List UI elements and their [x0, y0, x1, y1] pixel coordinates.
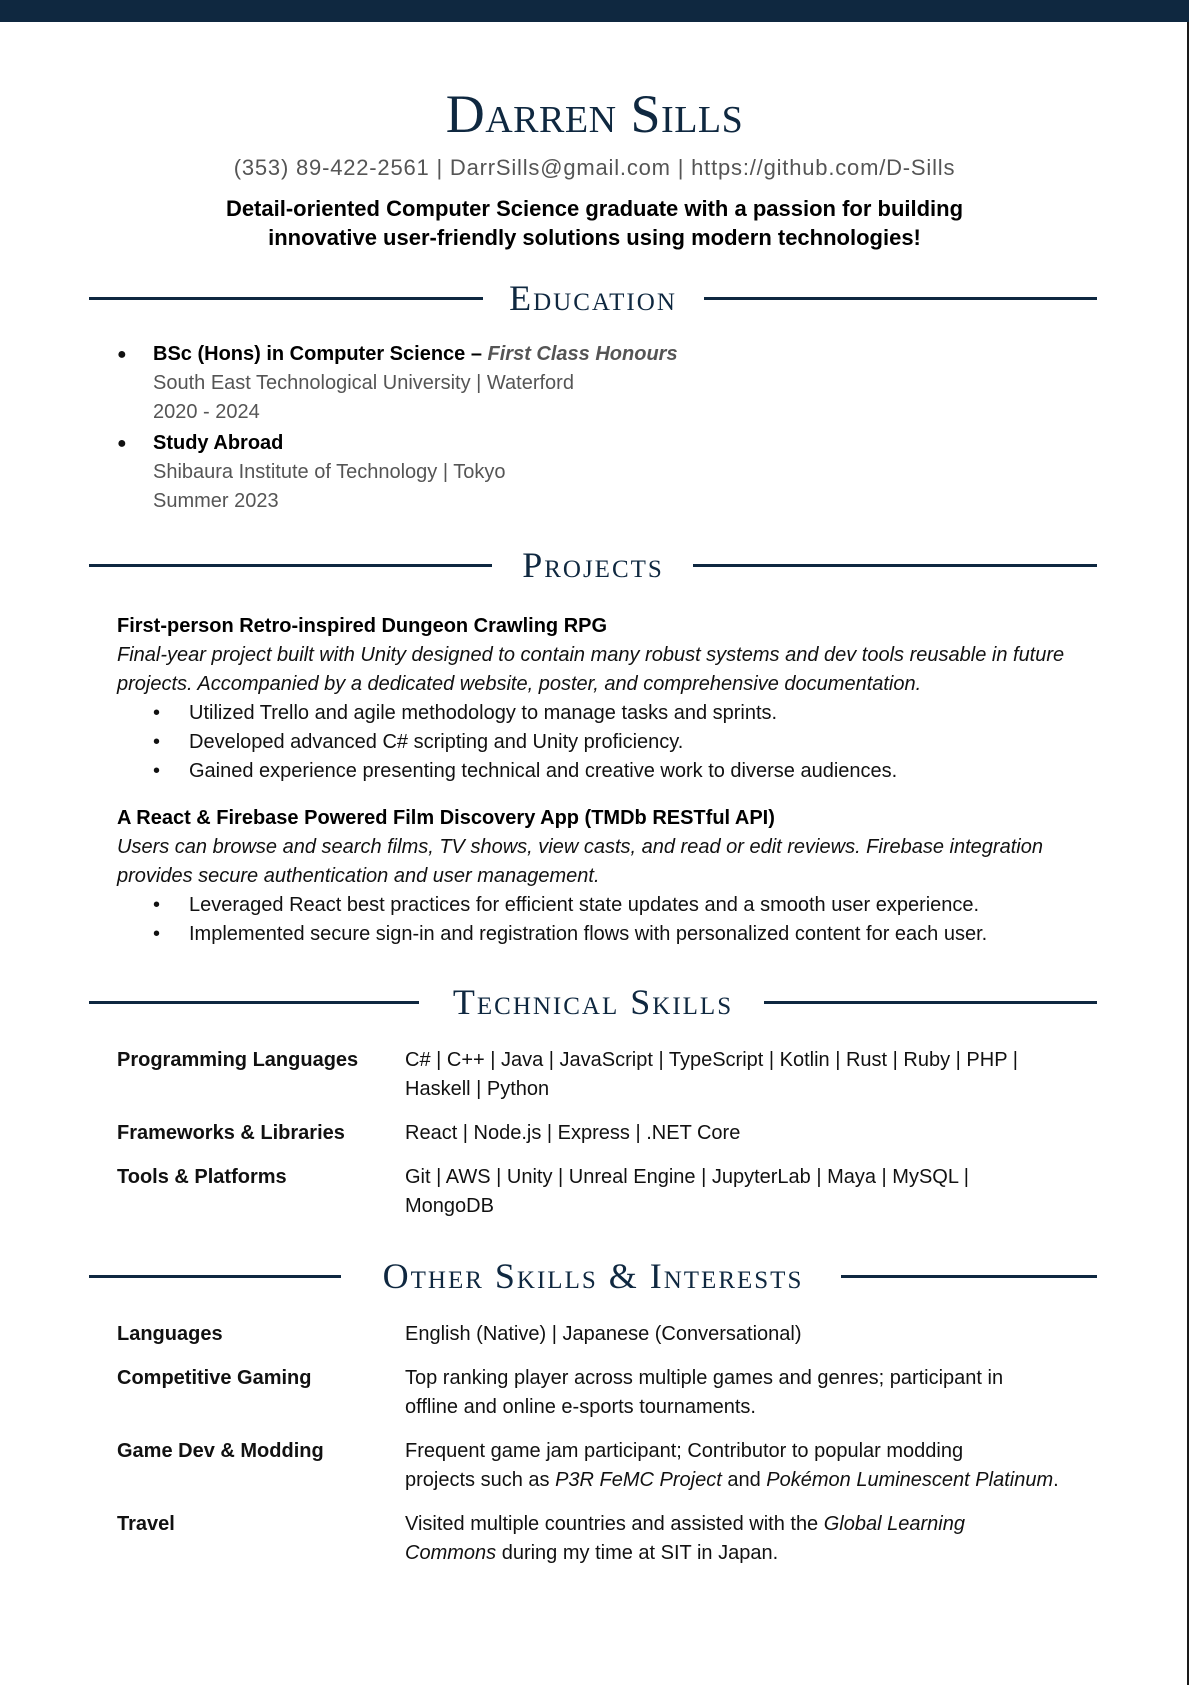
list-item: • Leveraged React best practices for efficient state updates and a smooth user experience.	[117, 891, 1097, 920]
other-skills-list	[117, 1320, 1077, 1583]
skill-key: Frameworks & Libraries	[117, 1122, 345, 1144]
contact-line: (353) 89-422-2561 | DarrSills@gmail.com | https://github.com/D-Sills	[233, 155, 956, 180]
technical-skills-list	[117, 1046, 1077, 1236]
project	[117, 612, 1097, 786]
section-header-projects	[89, 540, 1097, 590]
skill-row	[117, 1364, 1077, 1422]
skill-value: React | Node.js | Express | .NET Core	[405, 1122, 741, 1144]
institution: South East Technological University | Waterford	[153, 372, 574, 394]
project-description-1: Final-year project built with Unity designed to contain many robust systems and dev tools reusable in future	[117, 644, 1065, 666]
project-title: A React & Firebase Powered Film Discovery App (TMDb RESTful API)	[117, 807, 775, 829]
degree: BSc (Hons) in Computer Science	[153, 343, 466, 365]
list-item: • Utilized Trello and agile methodology to manage tasks and sprints.	[117, 699, 1097, 728]
skill-value: English (Native) | Japanese (Conversational)	[405, 1323, 802, 1345]
degree: Study Abroad	[153, 432, 284, 454]
bullet-icon: •	[153, 702, 161, 724]
institution: Shibaura Institute of Technology | Tokyo	[153, 461, 506, 483]
skill-key: Programming Languages	[117, 1049, 359, 1071]
bullet-icon: •	[153, 894, 161, 916]
list-item: • Developed advanced C# scripting and Unity proficiency.	[117, 728, 1097, 757]
skill-key: Tools & Platforms	[117, 1166, 287, 1188]
skill-row	[117, 1163, 1077, 1221]
education-entry	[117, 429, 917, 516]
degree-line	[153, 340, 917, 369]
section-header-technical-skills	[89, 977, 1097, 1027]
honours: First Class Honours	[487, 343, 678, 365]
bullet-icon: ●	[117, 435, 127, 452]
project-description-1: Users can browse and search films, TV shows, view casts, and read or edit reviews. Firebase integration	[117, 836, 1043, 858]
skill-key: Languages	[117, 1323, 223, 1345]
summary	[0, 194, 1189, 252]
skill-key: Travel	[117, 1513, 175, 1535]
section-title: Technical Skills	[452, 982, 734, 1022]
section-title: Other Skills & Interests	[382, 1256, 804, 1296]
summary-line-1: Detail-oriented Computer Science graduate with a passion for building	[225, 196, 964, 221]
section-header-education	[89, 273, 1097, 323]
skill-row	[117, 1046, 1077, 1104]
section-header-other-skills	[89, 1251, 1097, 1301]
project-title: First-person Retro-inspired Dungeon Crawling RPG	[117, 615, 608, 637]
bullet-icon: •	[153, 731, 161, 753]
skill-row	[117, 1437, 1077, 1495]
section-title: Education	[509, 278, 677, 318]
dates: Summer 2023	[153, 490, 279, 512]
skill-row	[117, 1320, 1077, 1349]
bullet-icon: ●	[117, 346, 127, 363]
project-bullets	[117, 891, 1097, 949]
skill-value: Git | AWS | Unity | Unreal Engine | JupyterLab | Maya | MySQL | MongoDB	[405, 1166, 969, 1217]
summary-line-2: innovative user-friendly solutions using modern technologies!	[268, 225, 921, 250]
dates: 2020 - 2024	[153, 401, 260, 423]
skill-row	[117, 1119, 1077, 1148]
skill-value: Visited multiple countries and assisted with the Global Learning Commons during my time at SIT in Japan.	[405, 1513, 965, 1564]
degree-separator: –	[465, 343, 488, 365]
skill-key: Game Dev & Modding	[117, 1440, 324, 1462]
top-accent-bar	[0, 0, 1189, 22]
list-item: • Gained experience presenting technical and creative work to diverse audiences.	[117, 757, 1097, 786]
project-description-2: projects. Accompanied by a dedicated website, poster, and comprehensive documentation.	[117, 673, 922, 695]
project-bullets	[117, 699, 1097, 786]
skill-key: Competitive Gaming	[117, 1367, 312, 1389]
resume-name: Darren Sills	[445, 84, 744, 144]
skill-value: Frequent game jam participant; Contributor to popular modding projects such as P3R FeMC Project and Pokémon Luminescent Platinum.	[405, 1440, 1059, 1491]
project-description-2: provides secure authentication and user management.	[117, 865, 600, 887]
education-entry	[117, 340, 917, 427]
bullet-icon: •	[153, 760, 161, 782]
list-item: • Implemented secure sign-in and registration flows with personalized content for each user.	[117, 920, 1097, 949]
skill-row	[117, 1510, 1077, 1568]
project	[117, 804, 1097, 949]
skill-value: C# | C++ | Java | JavaScript | TypeScript | Kotlin | Rust | Ruby | PHP | Haskell | Python	[405, 1049, 1018, 1100]
skill-value: Top ranking player across multiple games and genres; participant in offline and online e-sports tournaments.	[405, 1367, 1004, 1418]
bullet-icon: •	[153, 923, 161, 945]
section-title: Projects	[522, 545, 664, 585]
